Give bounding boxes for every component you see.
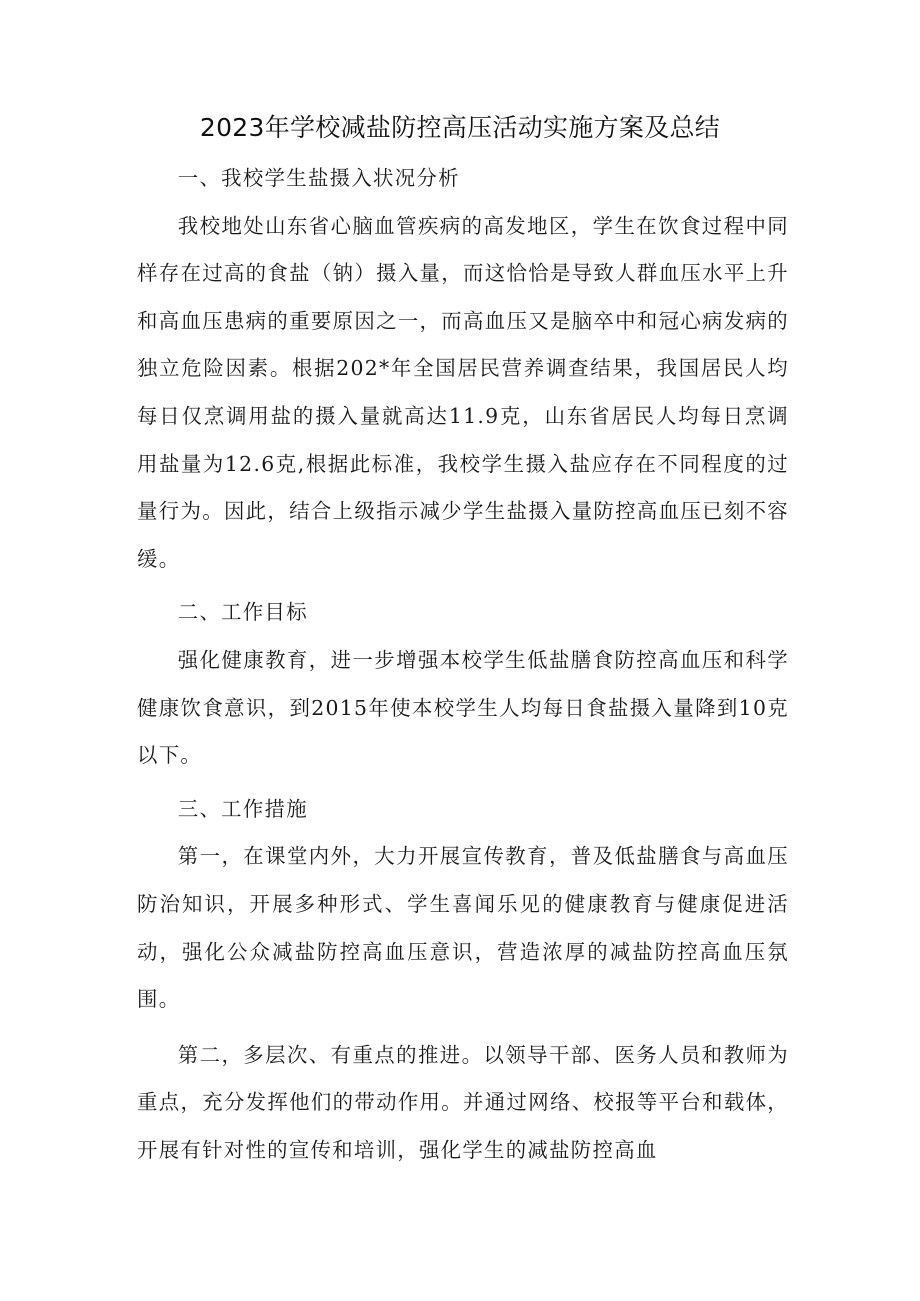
- document-body: [137, 155, 789, 1174]
- section-1-paragraph: 我校地处山东省心脑血管疾病的高发地区，学生在饮食过程中同样存在过高的食盐（钠）摄入量，而这恰恰是导致人群血压水平上升和高血压患病的重要原因之一，而高血压又是脑卒中和冠心病发病的独立危险因素。根据202*年全国居民营养调查结果，我国居民人均每日仅烹调用盐的摄入量就高达11.9克，山东省居民人均每日烹调用盐量为12.6克,根据此标准，我校学生摄入盐应存在不同程度的过量行为。因此，结合上级指示减少学生盐摄入量防控高血压已刻不容缓。: [137, 213, 789, 571]
- section-2-paragraph: 强化健康教育，进一步增强本校学生低盐膳食防控高血压和科学健康饮食意识，到2015年使本校学生人均每日食盐摄入量降到10克以下。: [137, 647, 789, 768]
- section-2-heading: 二、工作目标: [177, 600, 308, 625]
- section-3-heading: 三、工作措施: [177, 796, 308, 821]
- section-3-paragraph-1: 第一，在课堂内外，大力开展宣传教育，普及低盐膳食与高血压防治知识，开展多种形式、学生喜闻乐见的健康教育与健康促进活动，强化公众减盐防控高血压意识，营造浓厚的减盐防控高血压氛围。: [137, 844, 789, 1012]
- document-title: 2023年学校减盐防控高压活动实施方案及总结: [199, 113, 721, 142]
- section-1-heading: 一、我校学生盐摄入状况分析: [177, 166, 460, 190]
- section-3-paragraph-2: 第二，多层次、有重点的推进。以领导干部、医务人员和教师为重点，充分发挥他们的带动作用。并通过网络、校报等平台和载体，开展有针对性的宣传和培训，强化学生的减盐防控高血: [137, 1042, 789, 1162]
